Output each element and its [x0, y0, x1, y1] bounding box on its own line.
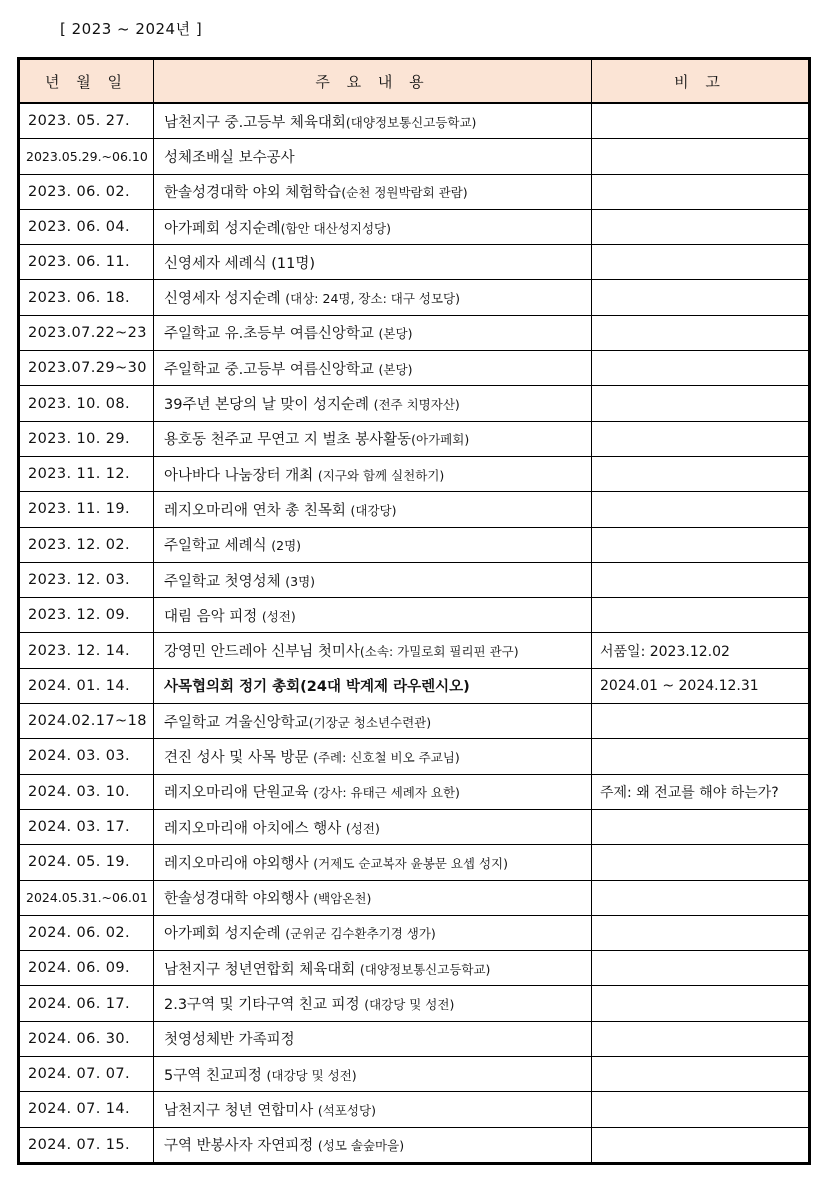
row-content-main: 신영세자 세례식 (11명) — [164, 255, 316, 272]
row-content-detail: (대강당) — [350, 502, 397, 518]
table-row — [19, 492, 810, 527]
table-row — [19, 951, 810, 986]
row-content — [154, 492, 592, 527]
row-note — [592, 809, 810, 844]
row-note — [592, 103, 810, 139]
row-content — [154, 809, 592, 844]
row-content — [154, 986, 592, 1021]
row-date: 2023. 11. 12. — [19, 456, 154, 491]
row-content-main: 아나바다 나눔장터 개최 — [164, 467, 318, 484]
table-row — [19, 809, 810, 844]
row-date: 2024. 06. 02. — [19, 915, 154, 950]
row-note — [592, 704, 810, 739]
row-content-detail: (주례: 신호철 비오 주교님) — [313, 749, 460, 765]
row-content — [154, 245, 592, 280]
row-content-detail: (전주 치명자산) — [373, 397, 460, 413]
row-content-main: 39주년 본당의 날 맞이 성지순례 — [164, 397, 374, 414]
row-content-main: 남천지구 청년 연합미사 — [164, 1102, 318, 1119]
row-date: 2024. 06. 17. — [19, 986, 154, 1021]
row-content — [154, 1127, 592, 1163]
row-content — [154, 774, 592, 809]
row-content — [154, 209, 592, 244]
row-date: 2024. 06. 30. — [19, 1021, 154, 1056]
row-content — [154, 1021, 592, 1056]
row-content-main: 레지오마리애 단원교육 — [164, 785, 314, 802]
row-content-main: 견진 성사 및 사목 방문 — [164, 749, 314, 766]
row-content — [154, 1092, 592, 1127]
row-content-detail: (함안 대산성지성당) — [280, 220, 391, 236]
table-row — [19, 986, 810, 1021]
row-note — [592, 174, 810, 209]
row-note: 주제: 왜 전교를 해야 하는가? — [592, 774, 810, 809]
row-date: 2023. 12. 02. — [19, 527, 154, 562]
row-content — [154, 598, 592, 633]
row-content — [154, 845, 592, 880]
row-content-detail: (기장군 청소년수련관) — [308, 714, 432, 730]
table-row — [19, 209, 810, 244]
row-note — [592, 562, 810, 597]
row-date: 2024. 07. 14. — [19, 1092, 154, 1127]
table-row — [19, 1021, 810, 1056]
row-note: 서품일: 2023.12.02 — [592, 633, 810, 668]
row-content — [154, 562, 592, 597]
row-content-main: 대림 음악 피정 — [164, 608, 262, 625]
row-content-detail: (대강당 및 성전) — [266, 1067, 357, 1083]
row-content-detail: (대양정보통신고등학교) — [359, 961, 491, 977]
row-content-detail: (본당) — [378, 361, 413, 377]
table-row — [19, 880, 810, 915]
row-content-main: 신영세자 성지순례 — [164, 291, 286, 308]
row-content — [154, 421, 592, 456]
table-row — [19, 103, 810, 139]
row-content-detail: (순천 정원박람회 관람) — [341, 185, 468, 201]
row-content-detail: (석포성당) — [317, 1102, 376, 1118]
header-note: 비 고 — [592, 59, 810, 104]
row-note — [592, 1092, 810, 1127]
row-content-main: 주일학교 겨울신앙학교 — [164, 714, 309, 731]
row-date: 2023. 11. 19. — [19, 492, 154, 527]
table-row — [19, 774, 810, 809]
row-date: 2023. 06. 04. — [19, 209, 154, 244]
row-note — [592, 315, 810, 350]
row-content-main: 용호동 천주교 무연고 지 벌초 봉사활동 — [164, 432, 412, 449]
row-date: 2023. 05. 27. — [19, 103, 154, 139]
row-date: 2024. 03. 10. — [19, 774, 154, 809]
row-content-main: 사목협의회 정기 총회(24대 박계제 라우렌시오) — [164, 679, 470, 696]
row-content — [154, 915, 592, 950]
row-content — [154, 739, 592, 774]
row-content — [154, 103, 592, 139]
table-row — [19, 562, 810, 597]
row-note — [592, 1127, 810, 1163]
row-content-main: 한솔성경대학 야외행사 — [164, 891, 314, 908]
row-content — [154, 633, 592, 668]
table-row — [19, 315, 810, 350]
row-date: 2024. 07. 07. — [19, 1057, 154, 1092]
table-row — [19, 598, 810, 633]
row-content-main: 2.3구역 및 기타구역 친교 피정 — [164, 997, 365, 1014]
row-content — [154, 351, 592, 386]
row-date: 2023. 12. 14. — [19, 633, 154, 668]
row-note — [592, 1057, 810, 1092]
table-row — [19, 421, 810, 456]
row-content-detail: (강사: 유태근 세례자 요한) — [313, 785, 460, 801]
row-content-detail: (본당) — [378, 326, 413, 342]
table-row — [19, 174, 810, 209]
row-content — [154, 1057, 592, 1092]
row-note: 2024.01 ~ 2024.12.31 — [592, 668, 810, 703]
row-content-main: 한솔성경대학 야외 체험학습 — [164, 185, 342, 202]
row-note — [592, 739, 810, 774]
table-row — [19, 915, 810, 950]
row-content-detail: (군위군 김수환추기경 생가) — [285, 926, 436, 942]
row-content — [154, 704, 592, 739]
row-note — [592, 456, 810, 491]
row-content-main: 레지오마리애 아치에스 행사 — [164, 820, 346, 837]
row-date: 2023. 12. 03. — [19, 562, 154, 597]
table-row — [19, 456, 810, 491]
row-content-detail: (성모 솔숲마을) — [317, 1138, 405, 1154]
row-content — [154, 315, 592, 350]
row-note — [592, 209, 810, 244]
row-note — [592, 386, 810, 421]
row-note — [592, 280, 810, 315]
row-date: 2023. 06. 02. — [19, 174, 154, 209]
page-heading: [ 2023 ~ 2024년 ] — [60, 20, 203, 38]
table-row — [19, 1127, 810, 1163]
row-content-detail: (소속: 가밀로회 필리핀 관구) — [359, 644, 519, 660]
row-content — [154, 527, 592, 562]
row-note — [592, 915, 810, 950]
row-date: 2024. 01. 14. — [19, 668, 154, 703]
row-note — [592, 245, 810, 280]
row-date: 2024. 05. 19. — [19, 845, 154, 880]
table-row — [19, 245, 810, 280]
row-content-detail: (백암온천) — [313, 891, 372, 907]
row-note — [592, 598, 810, 633]
table-row — [19, 280, 810, 315]
row-note — [592, 845, 810, 880]
row-date: 2023. 12. 09. — [19, 598, 154, 633]
row-content-main: 아가페회 성지순례 — [164, 926, 286, 943]
row-date: 2023.07.29~30 — [19, 351, 154, 386]
row-content — [154, 880, 592, 915]
table-row — [19, 139, 810, 174]
row-date: 2023. 10. 08. — [19, 386, 154, 421]
row-date: 2023. 06. 18. — [19, 280, 154, 315]
row-note — [592, 492, 810, 527]
row-content — [154, 174, 592, 209]
row-content-detail: (아가페회) — [411, 432, 470, 448]
header-row — [19, 59, 810, 104]
table-row — [19, 527, 810, 562]
row-content-main: 남천지구 청년연합회 체육대회 — [164, 961, 360, 978]
row-content — [154, 668, 592, 703]
row-date: 2024.05.31.~06.01 — [19, 880, 154, 915]
row-content-main: 강영민 안드레아 신부님 첫미사 — [164, 644, 360, 661]
table-row — [19, 633, 810, 668]
row-date: 2024. 03. 17. — [19, 809, 154, 844]
row-content-main: 주일학교 첫영성체 — [164, 573, 286, 590]
row-date: 2023.07.22~23 — [19, 315, 154, 350]
row-content-main: 주일학교 유.초등부 여름신앙학교 — [164, 326, 379, 343]
row-date: 2023. 06. 11. — [19, 245, 154, 280]
row-date: 2024. 03. 03. — [19, 739, 154, 774]
header-content: 주 요 내 용 — [154, 59, 592, 104]
row-date: 2024. 06. 09. — [19, 951, 154, 986]
table-row — [19, 845, 810, 880]
row-content-main: 첫영성체반 가족피정 — [164, 1032, 295, 1049]
row-content-main: 남천지구 중.고등부 체육대회 — [164, 114, 346, 131]
row-content — [154, 280, 592, 315]
row-content-main: 주일학교 세례식 — [164, 538, 272, 555]
row-content-detail: (대상: 24명, 장소: 대구 성모당) — [285, 291, 460, 307]
row-content-detail: (성전) — [345, 820, 380, 836]
row-content-main: 성체조배실 보수공사 — [164, 149, 295, 166]
row-content-detail: (2명) — [271, 538, 302, 554]
row-content-main: 레지오마리애 야외행사 — [164, 855, 314, 872]
table-row — [19, 1092, 810, 1127]
row-note — [592, 351, 810, 386]
schedule-table — [17, 57, 811, 1165]
row-date: 2024.02.17~18 — [19, 704, 154, 739]
row-content-main: 레지오마리애 연차 총 친목회 — [164, 502, 351, 519]
row-content-main: 5구역 친교피정 — [164, 1067, 267, 1084]
row-content-detail: (거제도 순교복자 윤봉문 요셉 성지) — [313, 855, 508, 871]
row-content-detail: (지구와 함께 실천하기) — [317, 467, 445, 483]
row-note — [592, 1021, 810, 1056]
row-content — [154, 386, 592, 421]
table-row — [19, 704, 810, 739]
row-note — [592, 139, 810, 174]
row-content-main: 주일학교 중.고등부 여름신앙학교 — [164, 361, 379, 378]
table-row — [19, 1057, 810, 1092]
table-row — [19, 739, 810, 774]
row-note — [592, 880, 810, 915]
row-content-detail: (3명) — [285, 573, 316, 589]
row-content-detail: (대양정보통신고등학교) — [345, 114, 477, 130]
table-row — [19, 668, 810, 703]
row-note — [592, 951, 810, 986]
row-content-detail: (대강당 및 성전) — [364, 997, 455, 1013]
row-content-main: 아가페회 성지순례 — [164, 220, 281, 237]
row-date: 2023.05.29.~06.10 — [19, 139, 154, 174]
row-content-main: 구역 반봉사자 자연피정 — [164, 1138, 318, 1155]
row-content — [154, 456, 592, 491]
row-note — [592, 986, 810, 1021]
header-date: 년 월 일 — [19, 59, 154, 104]
row-content — [154, 139, 592, 174]
row-content-detail: (성전) — [261, 608, 296, 624]
table-row — [19, 351, 810, 386]
table-row — [19, 386, 810, 421]
row-note — [592, 527, 810, 562]
row-date: 2023. 10. 29. — [19, 421, 154, 456]
row-date: 2024. 07. 15. — [19, 1127, 154, 1163]
row-note — [592, 421, 810, 456]
row-content — [154, 951, 592, 986]
